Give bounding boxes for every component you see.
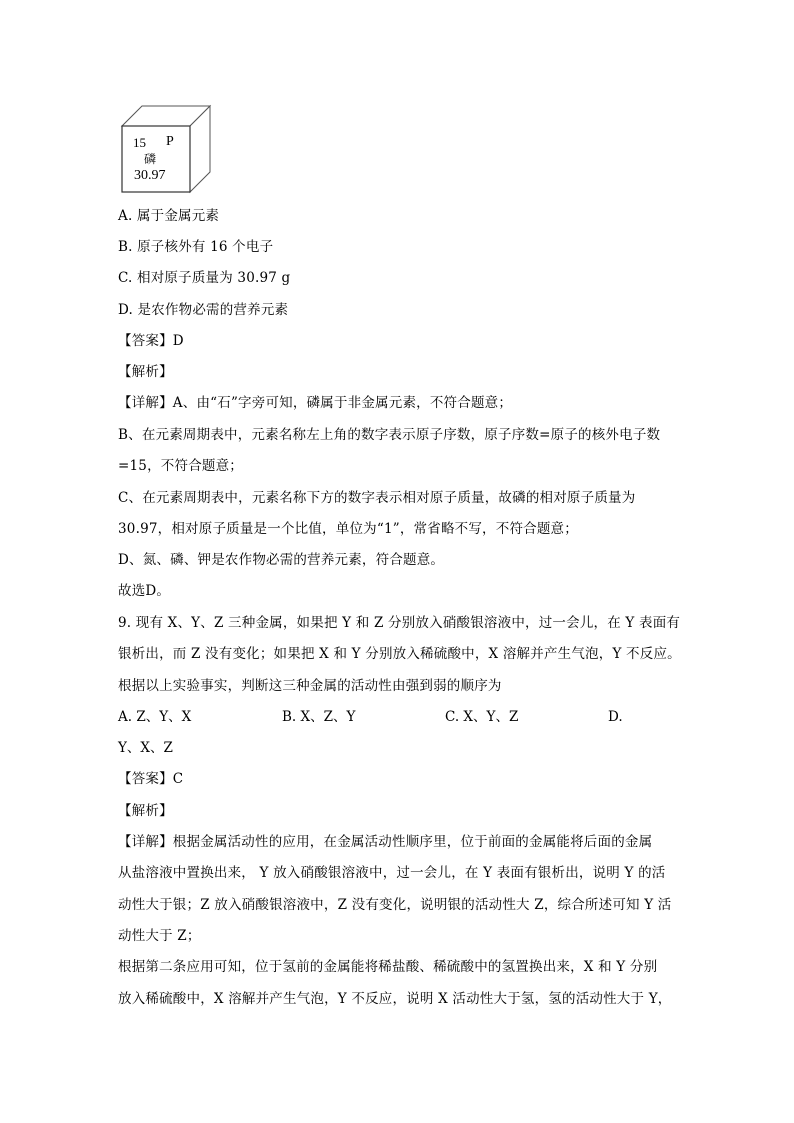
q8-answer: 【答案】D — [118, 333, 184, 349]
q9-detail-line: 放入稀硫酸中，X 溶解并产生气泡，Y 不反应，说明 X 活动性大于氢，氢的活动性大于 Y， — [118, 991, 672, 1007]
q8-analysis-title: 【解析】 — [118, 364, 173, 380]
q8-detail-line: B、在元素周期表中，元素名称左上角的数字表示原子序数，原子序数=原子的核外电子数 — [118, 427, 661, 443]
q9-detail-line: 动性大于 Z； — [118, 928, 201, 944]
q8-detail-line: C、在元素周期表中，元素名称下方的数字表示相对原子质量，故磷的相对原子质量为 — [118, 490, 636, 506]
q9-option-c: C. X、Y、Z — [445, 709, 519, 725]
atomic-mass: 30.97 — [134, 168, 166, 183]
q9-stem-line: 银析出，而 Z 没有变化；如果把 X 和 Y 分别放入稀硫酸中，X 溶解并产生气泡，Y 不反应。 — [118, 646, 681, 662]
phosphorus-element-cube — [120, 104, 212, 194]
q9-answer: 【答案】C — [118, 771, 184, 787]
q8-option-a: A. 属于金属元素 — [118, 208, 220, 224]
q9-option-d-text: Y、X、Z — [118, 740, 173, 756]
q9-option-b: B. X、Z、Y — [282, 709, 356, 725]
q9-stem-line: 9. 现有 X、Y、Z 三种金属，如果把 Y 和 Z 分别放入硝酸银溶液中，过一会儿，在 Y 表面有 — [118, 615, 681, 631]
q8-option-c: C. 相对原子质量为 30.97 g — [118, 270, 291, 286]
q9-option-d-label: D. — [608, 709, 623, 725]
q9-analysis-title: 【解析】 — [118, 803, 173, 819]
q9-detail-line: 从盐溶液中置换出来， Y 放入硝酸银溶液中，过一会儿，在 Y 表面有银析出，说明 Y 的活 — [118, 865, 666, 881]
q8-detail-line: =15，不符合题意； — [118, 458, 243, 474]
q8-detail-line: 【详解】A、由“石”字旁可知，磷属于非金属元素，不符合题意； — [118, 395, 513, 411]
atomic-number: 15 — [133, 135, 146, 150]
q9-stem-line: 根据以上实验事实，判断这三种金属的活动性由强到弱的顺序为 — [118, 678, 502, 694]
q8-detail-line: D、氮、磷、钾是农作物必需的营养元素，符合题意。 — [118, 552, 445, 568]
q9-option-a: A. Z、Y、X — [118, 709, 192, 725]
q9-detail-line: 【详解】根据金属活动性的应用，在金属活动性顺序里，位于前面的金属能将后面的金属 — [118, 834, 653, 850]
q9-detail-line: 动性大于银；Z 放入硝酸银溶液中，Z 没有变化，说明银的活动性大 Z，综合所述可知 Y 活 — [118, 897, 672, 913]
q8-option-d: D. 是农作物必需的营养元素 — [118, 302, 289, 318]
element-symbol: P — [166, 134, 174, 149]
q8-option-b: B. 原子核外有 16 个电子 — [118, 239, 274, 255]
q8-detail-line: 30.97，相对原子质量是一个比值，单位为“1”，常省略不写，不符合题意； — [118, 521, 578, 537]
q8-conclusion: 故选D。 — [118, 583, 171, 599]
q9-detail-line: 根据第二条应用可知，位于氢前的金属能将稀盐酸、稀硫酸中的氢置换出来，X 和 Y 分别 — [118, 959, 658, 975]
element-name: 磷 — [144, 152, 157, 166]
